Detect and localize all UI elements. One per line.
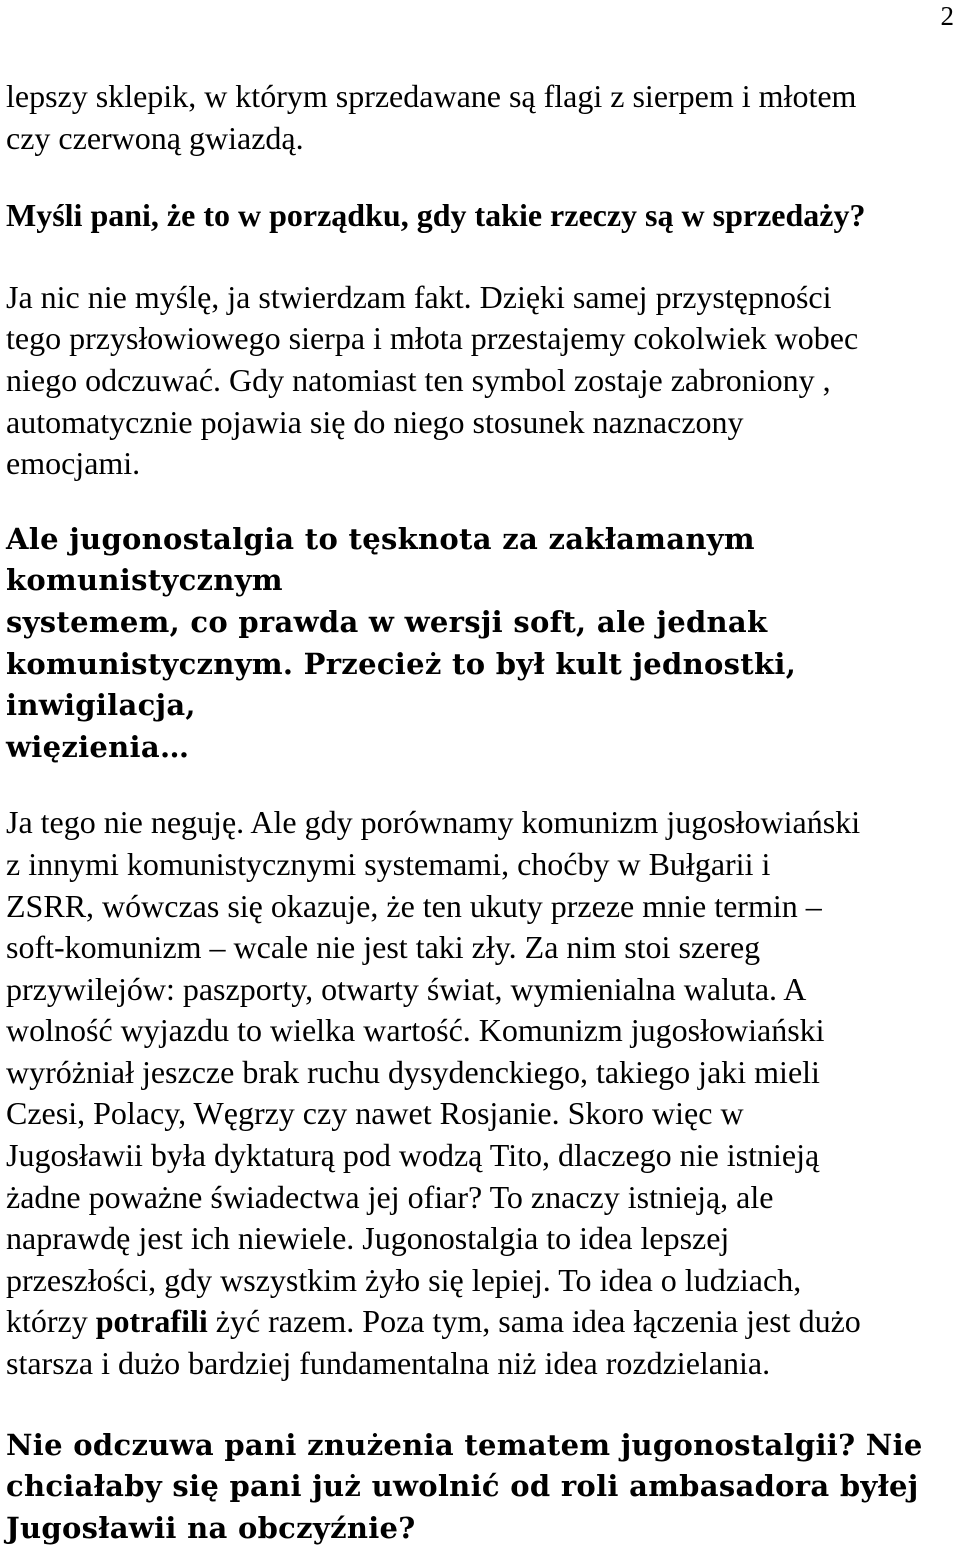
answer-paragraph-1: lepszy sklepik, w którym sprzedawane są flagi z sierpem i młotem czy czerwoną gwiazdą. bbox=[6, 78, 857, 156]
document-body bbox=[6, 76, 956, 1549]
answer-paragraph-2: Ja nic nie myślę, ja stwierdzam fakt. Dzięki samej przystępności tego przysłowiowego sierpa i młota przestajemy cokolwiek wobec niego odczuwać. Gdy natomiast ten symbol zostaje zabroniony , automatycznie pojawia się do niego stosunek naznaczony emocjami. bbox=[6, 278, 859, 482]
interview-question-2: Ale jugonostalgia to tęsknota za zakłamanym komunistycznym systemem, co prawda w wersji soft, ale jednak komunistycznym. Przecież to był kult jednostki, inwigilacja, więzienia… bbox=[6, 521, 797, 764]
emphasized-word: potrafili bbox=[95, 1303, 208, 1340]
page-number: 2 bbox=[940, 1, 954, 31]
answer-paragraph-3-text-a: Ja tego nie neguję. Ale gdy porównamy komunizm jugosłowiański z innymi komunistycznymi systemami, choćby w Bułgarii i ZSRR, wówczas się okazuje, że ten ukuty przeze mnie termin – soft-komunizm – wcale nie jest taki zły. Za nim stoi szereg przywilejów: paszporty, otwarty świat, wymienialna waluta. A wolność wyjazdu to wielka wartość. Komunizm jugosłowiański wyróżniał jeszcze brak ruchu dysydenckiego, takiego jaki mieli Czesi, Polacy, Węgrzy czy nawet Rosjanie. Skoro więc w Jugosławii była dyktaturą pod wodzą Tito, dlaczego nie istnieją żadne poważne świadectwa jej ofiar? To znaczy istnieją, ale naprawdę jest ich niewiele. Jugonostalgia to idea lepszej przeszłości, gdy wszystkim żyło się lepiej. To idea o ludziach, którzy bbox=[6, 804, 861, 1340]
answer-paragraph-3-text-b: żyć razem. Poza tym, sama idea łączenia jest dużo starsza i dużo bardziej fundamentalna niż idea rozdzielania. bbox=[6, 1303, 861, 1382]
interview-question-1: Myśli pani, że to w porządku, gdy takie rzeczy są w sprzedaży? bbox=[6, 197, 866, 234]
answer-paragraph-3 bbox=[6, 802, 956, 1384]
interview-question-3: Nie odczuwa pani znużenia tematem jugonostalgii? Nie chciałaby się pani już uwolnić od roli ambasadora byłej Jugosławii na obczyźnie? bbox=[6, 1427, 923, 1545]
